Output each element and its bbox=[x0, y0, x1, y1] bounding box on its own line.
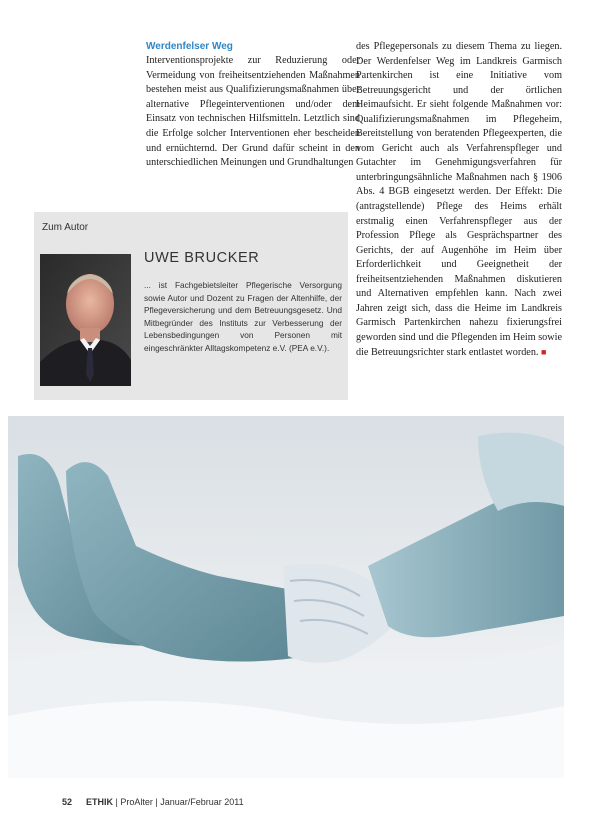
author-box-label: Zum Autor bbox=[42, 222, 89, 233]
author-photo bbox=[40, 254, 131, 386]
author-name: UWE BRUCKER bbox=[144, 250, 260, 266]
author-portrait-image bbox=[40, 254, 131, 386]
left-column bbox=[146, 40, 360, 171]
right-column-body: des Pflegepersonals zu diesem Thema zu liegen. Der Werdenfelser Weg im Landkreis Garmisch Partenkirchen ist eine Initiative vom Betreuungsgericht und der örtlichen Heimaufsicht. Er sieht folgende Maßnahmen vor: Qualifizierungsmaßnahmen im Pflegeheim, Bereitstellung von beratenden Pflegeexperten, die vom Gericht auch als Verfahrenspfleger und Gutachter im Genehmigungsverfahren für unterbringungsähnliche Maßnahmen nach § 1906 Abs. 4 BGB eingesetzt werden. Der Effekt: Die (antragstellende) Pflege des Heims erhält erstmalig einen Verfahrenspfleger aus der Profession Pflege als Gesprächspartner des Gerichts, der auf Augenhöhe im Heim über Erforderlichkeit und Geeignetheit der freiheitsentziehenden Maßnahmen diskutieren und Alternativen empfehlen kann. Nach zwei Jahren zeigt sich, dass die Heime im Landkreis Garmisch Partenkirchen nahezu fixierungsfrei geworden sind und die Pflegenden im Heim sowie die Betreuungsrichter stark entlastet worden. bbox=[356, 41, 562, 359]
right-column bbox=[356, 40, 562, 361]
author-bio: ... ist Fachgebietsleiter Pflegerische Versorgung sowie Autor und Dozent zu Fragen der Altenhilfe, der Pflegeversicherung und dem Betreuungsgesetz. Und Mitbegründer des Instituts zur Verbesserung der Lebensbedingungen von Personen mit eingeschränkter Alltagskompetenz e.V. (PEA e.V.). bbox=[144, 280, 342, 353]
footer-info: | ProAlter | Januar/Februar 2011 bbox=[115, 797, 244, 807]
feature-photo bbox=[8, 416, 564, 778]
left-column-text: Interventionsprojekte zur Reduzierung oder Vermeidung von freiheitsentziehenden Maßnahmen bestehen meist aus Qualifizierungsmaßnahmen über alternative Pflegeinterventionen und/oder dem Einsatz von technischen Hilfsmitteln. Letztlich sind die Erfolge solcher Interventionen eher bescheiden und ernüchternd. Der Grund dafür scheint in den unterschiedlichen Meinungen und Grundhaltungen bbox=[146, 55, 360, 169]
right-column-text bbox=[356, 40, 562, 361]
feet-in-bed-image bbox=[8, 416, 564, 778]
page-footer bbox=[62, 797, 244, 807]
magazine-section: ETHIK bbox=[86, 797, 114, 807]
author-box bbox=[34, 212, 348, 400]
section-heading: Werdenfelser Weg bbox=[146, 41, 233, 52]
end-mark: ■ bbox=[541, 347, 547, 358]
page-number: 52 bbox=[62, 797, 73, 807]
